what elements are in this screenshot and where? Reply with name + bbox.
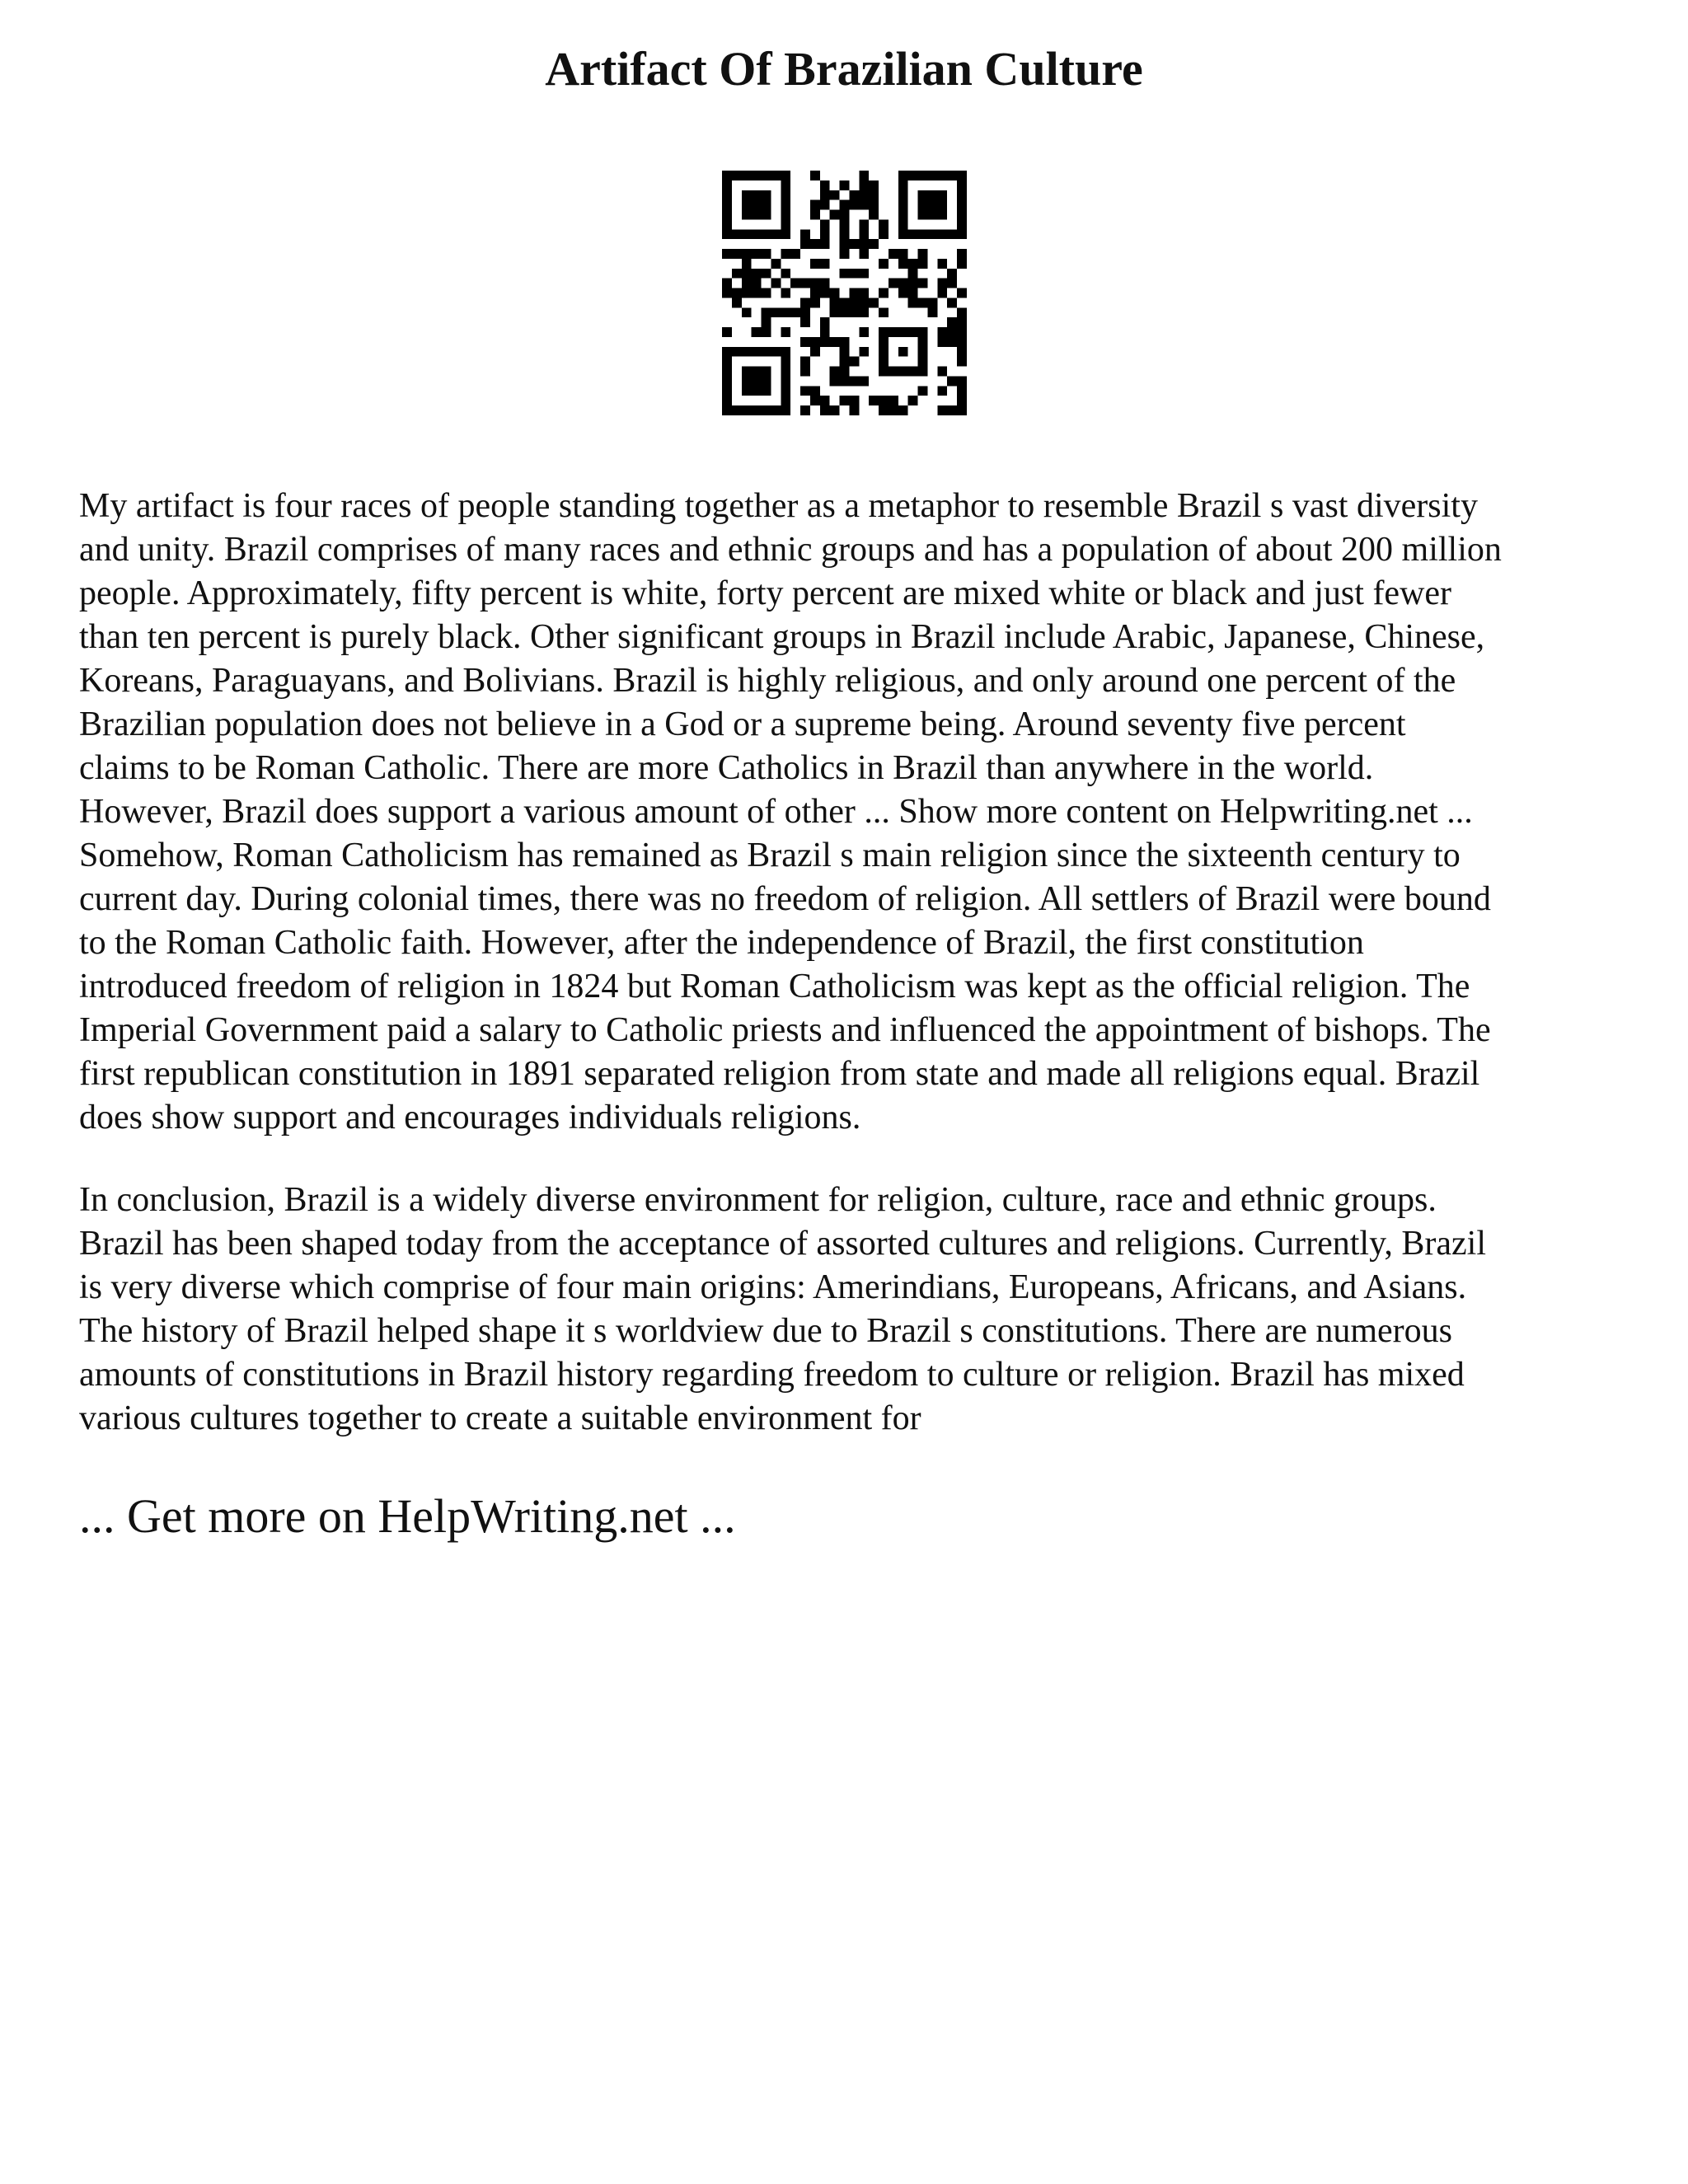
body-paragraph-2: In conclusion, Brazil is a widely diverse environment for religion, culture, race and ethnic groups. Brazil has been shaped today from the acceptance of assorted cultures and religions. Currently, Brazil is very diverse which comprise of four main origins: Amerindians, Europeans, Africans, and Asians. The history of Brazil helped shape it s worldview due to Brazil s constitutions. There are numerous amounts of constitutions in Brazil history regarding freedom to culture or religion. Brazil has mixed various cultures together to create a suitable environment for	[79, 1181, 1486, 1437]
qr-code-graphic	[722, 171, 967, 415]
body-paragraph-1: My artifact is four races of people standing together as a metaphor to resemble Brazil s vast diversity and unity. Brazil comprises of many races and ethnic groups and has a population of about 200 million people. Approximately, fifty percent is white, forty percent are mixed white or black and just fewer than ten percent is purely black. Other significant groups in Brazil include Arabic, Japanese, Chinese, Koreans, Paraguayans, and Bolivians. Brazil is highly religious, and only around one percent of the Brazilian population does not believe in a God or a supreme being. Around seventy five percent claims to be Roman Catholic. There are more Catholics in Brazil than anywhere in the world. However, Brazil does support a various amount of other ... Show more content on Helpwriting.net ... Somehow, Roman Catholicism has remained as Brazil s main religion since the sixteenth century to current day. During colonial times, there was no freedom of religion. All settlers of Brazil were bound to the Roman Catholic faith. However, after the independence of Brazil, the first constitution introduced freedom of religion in 1824 but Roman Catholicism was kept as the official religion. The Imperial Government paid a salary to Catholic priests and influenced the appointment of bishops. The first republican constitution in 1891 separated religion from state and made all religions equal. Brazil does show support and encourages individuals religions.	[79, 487, 1502, 1137]
get-more-link[interactable]: ... Get more on HelpWriting.net ...	[79, 1489, 736, 1543]
qr-code-icon	[722, 171, 967, 415]
page-title: Artifact Of Brazilian Culture	[545, 42, 1143, 96]
